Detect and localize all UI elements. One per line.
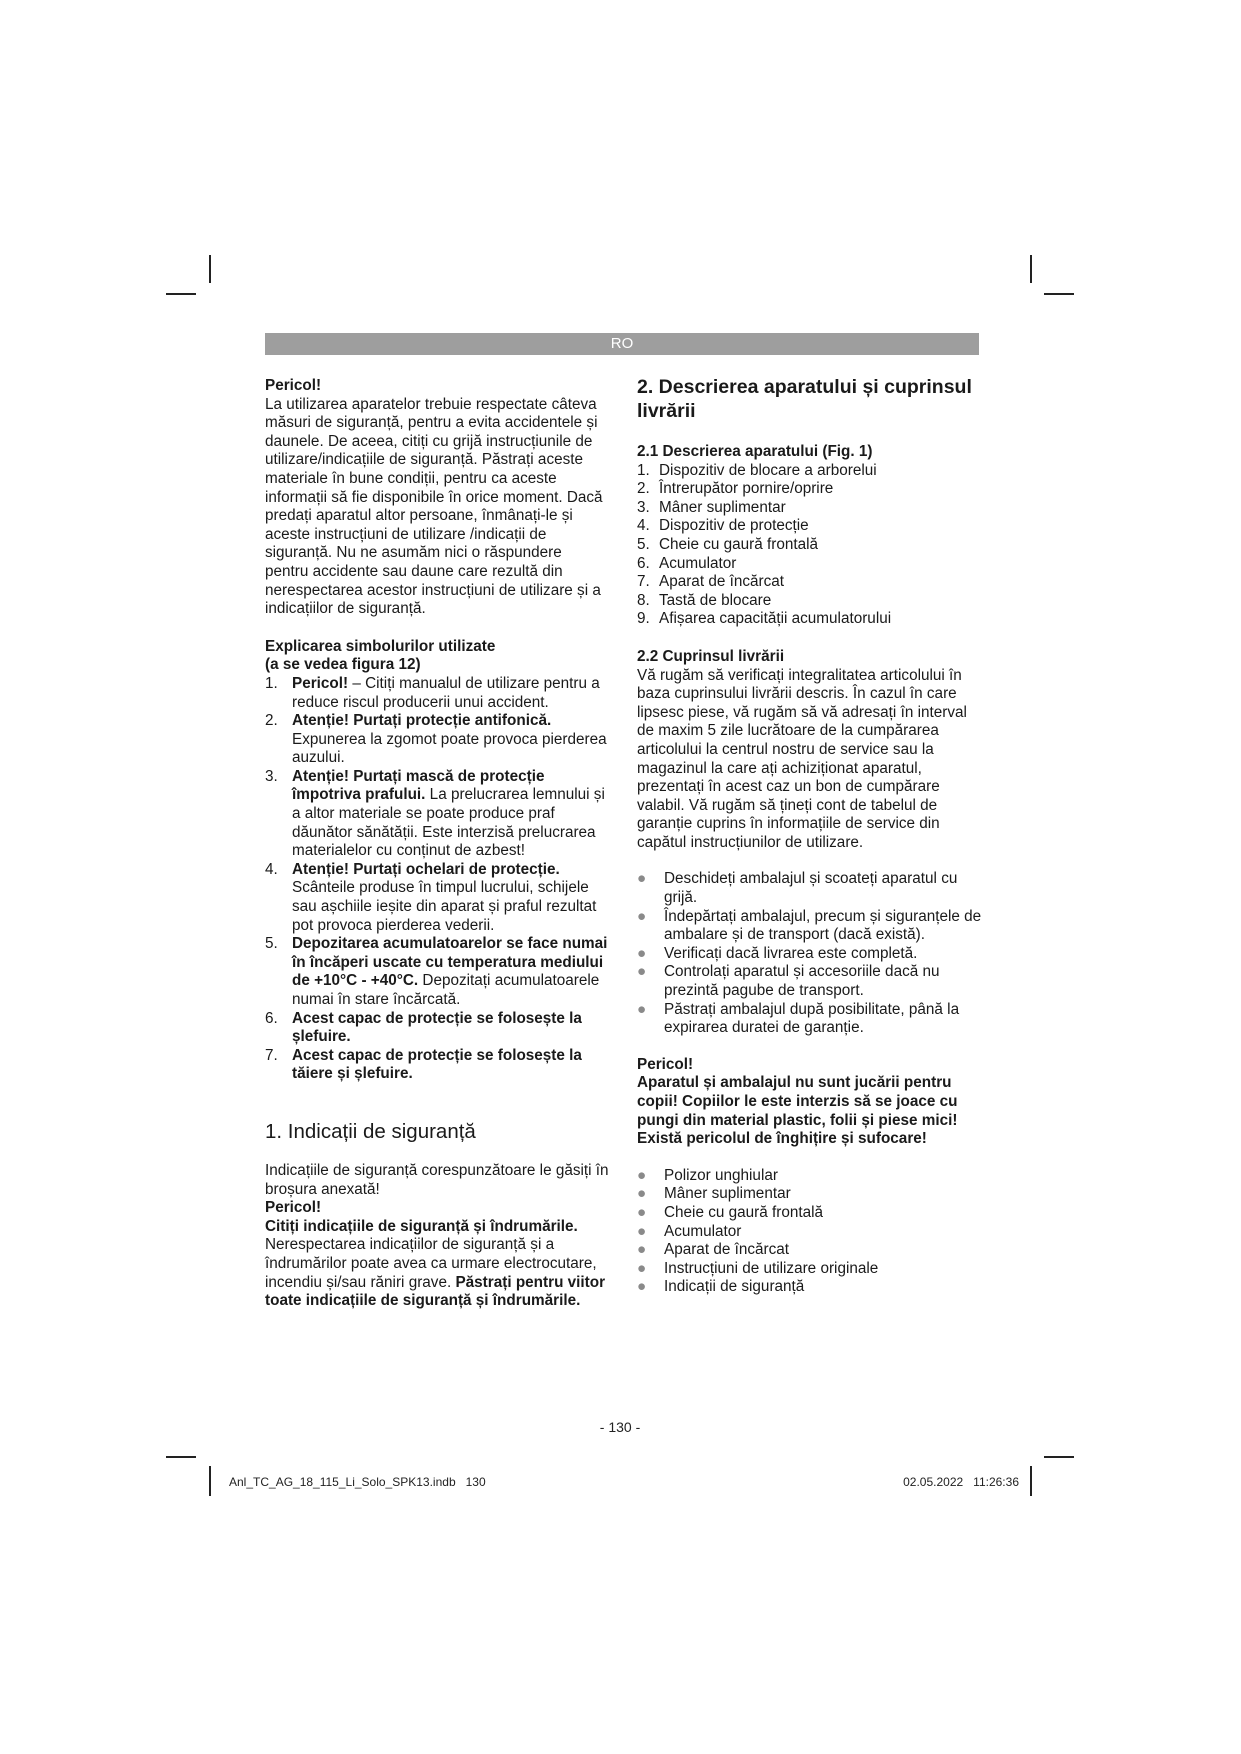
crop-mark <box>209 1466 211 1496</box>
subsection-2-2-title: 2.2 Cuprinsul livrării <box>637 647 785 665</box>
crop-mark <box>166 1456 196 1458</box>
list-item: ● Indicații de siguranță <box>637 1278 805 1296</box>
symbols-list <box>265 675 609 1084</box>
list-item: 4. Dispozitiv de protecție <box>637 517 809 535</box>
section-1-intro: Indicațiile de siguranță corespunzătoare le găsiți în broșura anexată! <box>265 1161 609 1198</box>
section-2-title: 2. Descrierea aparatului și cuprinsul livrării <box>637 376 972 422</box>
section-1-title: 1. Indicații de siguranță <box>265 1119 476 1143</box>
list-item: 5. Cheie cu gaură frontală <box>637 535 819 553</box>
subsection-2-1-title: 2.1 Descrierea aparatului (Fig. 1) <box>637 443 873 460</box>
list-item: 2. Întrerupător pornire/oprire <box>637 480 834 498</box>
list-item: ● Cheie cu gaură frontală <box>637 1203 824 1221</box>
section-1-paragraph: Citiți indicațiile de siguranță și îndrumările. Nerespectarea indicațiilor de siguranță și a îndrumărilor poate avea ca urmare electrocutare, incendiu și/sau răniri grave. Păstrați pentru viitor toate indicațiile de siguranță și îndrumările. <box>265 1217 606 1310</box>
parts-list <box>637 462 983 629</box>
list-item: 5. Depozitarea acumulatoarelor se face numai în încăperi uscate cu temperatura mediului de +10°C - +40°C. Depozitați acumulatoarele numai în stare încărcată. <box>265 935 608 1008</box>
print-datetime: 02.05.2022 11:26:36 <box>903 1475 1019 1489</box>
crop-mark <box>166 293 196 295</box>
list-item: ● Păstrați ambalajul după posibilitate, până la expirarea duratei de garanție. <box>637 1000 960 1037</box>
danger-heading: Pericol! <box>265 377 322 394</box>
symbols-subheading: (a se vedea figura 12) <box>265 656 421 674</box>
danger-warning-text: Aparatul și ambalajul nu sunt jucării pentru copii! Copiilor le este interzis să se joace cu pungi din material plastic, folii și piese mici! Există pericolul de înghițire și sufocare! <box>637 1074 958 1148</box>
list-item: 1. Dispozitiv de blocare a arborelui <box>637 461 877 479</box>
list-item: ● Acumulator <box>637 1222 742 1240</box>
right-column <box>637 375 983 1297</box>
crop-mark <box>1030 1466 1032 1496</box>
list-item: ● Îndepărtați ambalajul, precum și siguranțele de ambalare și de transport (dacă există). <box>637 907 982 944</box>
list-item: 7. Acest capac de protecție se folosește la tăiere și șlefuire. <box>265 1046 582 1083</box>
left-column <box>265 377 609 1311</box>
list-item: 9. Afișarea capacității acumulatorului <box>637 610 892 628</box>
list-item: ● Verificați dacă livrarea este completă. <box>637 944 918 962</box>
file-info: Anl_TC_AG_18_115_Li_Solo_SPK13.indb 130 <box>229 1475 486 1489</box>
list-item: 7. Aparat de încărcat <box>637 573 784 591</box>
list-item: ● Mâner suplimentar <box>637 1185 791 1203</box>
page-number: - 130 - <box>599 1419 641 1435</box>
language-label: RO <box>610 335 634 352</box>
crop-mark <box>1044 1456 1074 1458</box>
list-item: 4. Atenție! Purtați ochelari de protecție. Scânteile produse în timpul lucrului, schijele sau așchiile ieșite din aparat și praful rezultat pot provoca pierderea vederii. <box>265 860 597 934</box>
list-item: 8. Tastă de blocare <box>637 591 772 609</box>
crop-mark <box>209 255 211 283</box>
section-1-danger: Pericol! <box>265 1199 322 1217</box>
list-item: 1. Pericol! – Citiți manualul de utilizare pentru a reduce riscul producerii unui accident. <box>265 674 600 711</box>
list-item: 3. Atenție! Purtați mască de protecție împotriva prafului. La prelucrarea lemnului și a altor materiale se poate produce praf dăunător sănătății. Este interzisă prelucrarea materialelor cu conținut de azbest! <box>265 767 605 860</box>
list-item: ● Deschideți ambalajul și scoateți aparatul cu grijă. <box>637 870 958 907</box>
unpacking-list <box>637 870 983 1037</box>
delivery-paragraph: Vă rugăm să verificați integralitatea articolului în baza cuprinsului livrării descris. În cazul în care lipsesc piese, vă rugăm să vă adresați în interval de maxim 5 zile lucrătoare de la cumpărarea articolului la centrul nostru de service sau la magazinul la care ați achiziționat aparatul, prezentați în acest caz un bon de cumpărare valabil. Vă rugăm să țineți cont de tabelul de garanție cuprins în informațiile de service din capătul instrucțiunilor de utilizare. <box>637 666 967 851</box>
danger-paragraph: La utilizarea aparatelor trebuie respectate câteva măsuri de siguranță, pentru a evita accidentele și daunele. De aceea, citiți cu grijă instrucțiunile de utilizare/indicațiile de siguranță. Păstrați aceste materiale în bune condiții, pentru ca aceste informații să fie disponibile în orice moment. Dacă predați aparatul altor persoane, înmânați-le și aceste instrucțiuni de utilizare /indicații de siguranță. Nu ne asumăm nici o răspundere pentru accidente sau daune care rezultă din nerespectarea acestor instrucțiuni de utilizare și a indicațiilor de siguranță. <box>265 395 603 618</box>
danger-heading-right: Pericol! <box>637 1055 694 1073</box>
list-item: ● Aparat de încărcat <box>637 1241 789 1259</box>
list-item: ● Instrucțiuni de utilizare originale <box>637 1259 879 1277</box>
symbols-heading: Explicarea simbolurilor utilizate <box>265 637 496 655</box>
list-item: ● Controlați aparatul și accesoriile dacă nu prezintă pagube de transport. <box>637 963 940 1000</box>
language-header-bar <box>265 333 979 355</box>
crop-mark <box>1044 293 1074 295</box>
list-item: ● Polizor unghiular <box>637 1166 778 1184</box>
crop-mark <box>1030 255 1032 283</box>
contents-list <box>637 1167 983 1297</box>
list-item: 6. Acumulator <box>637 554 737 572</box>
list-item: 3. Mâner suplimentar <box>637 498 786 516</box>
list-item: 6. Acest capac de protecție se folosește la șlefuire. <box>265 1009 582 1046</box>
list-item: 2. Atenție! Purtați protecție antifonică. Expunerea la zgomot poate provoca pierderea auzului. <box>265 712 607 767</box>
